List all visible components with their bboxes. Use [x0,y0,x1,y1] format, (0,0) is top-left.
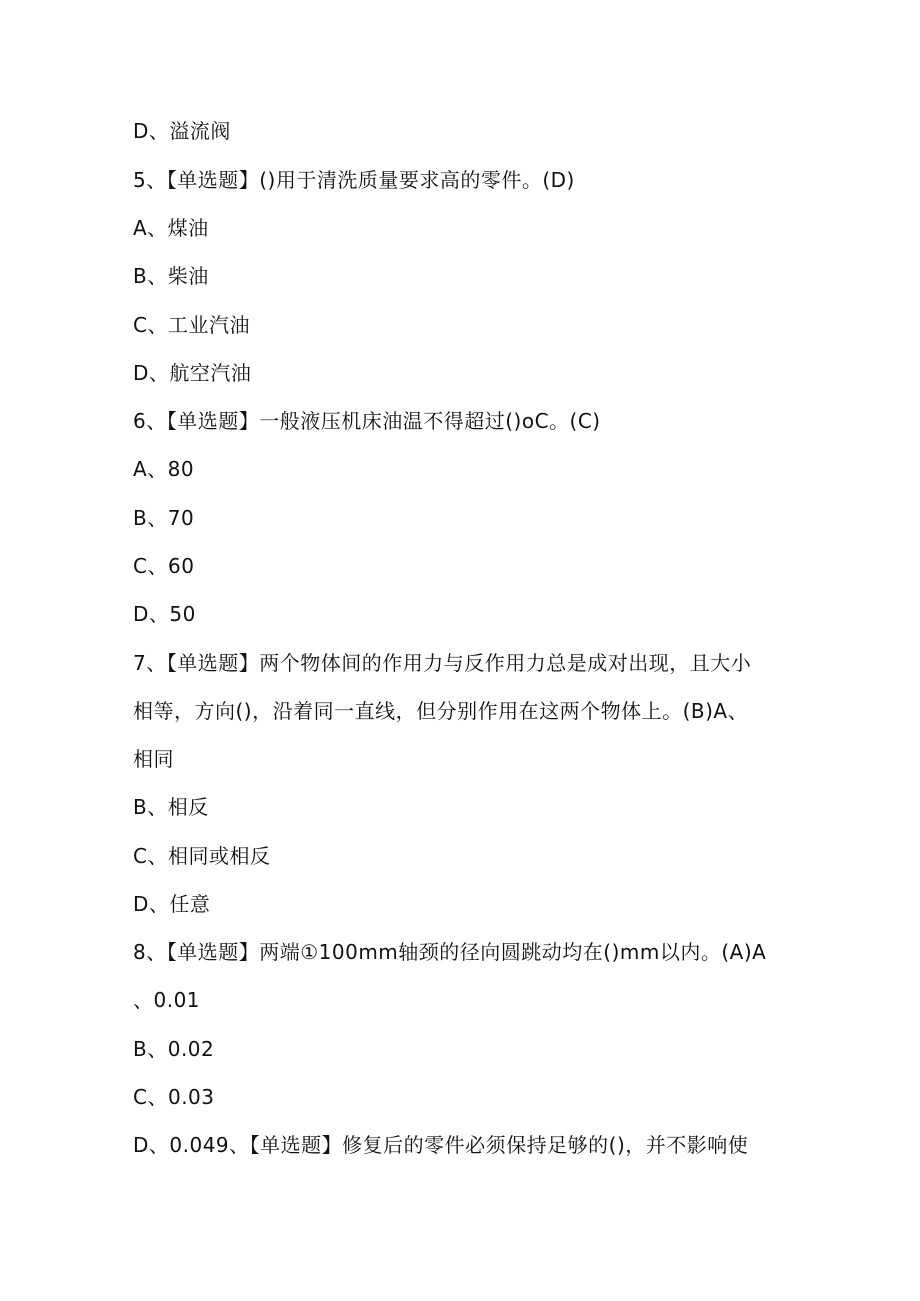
option-c-q7: C、相同或相反 [133,844,271,868]
option-b-q7: B、相反 [133,795,209,819]
option-a-q7: 相同 [133,747,174,771]
question-6: 6、【单选题】一般液压机床油温不得超过()oC。(C) [133,409,601,433]
option-a-q6: A、80 [133,457,195,481]
option-b-q5: B、柴油 [133,264,209,288]
option-c-q8: C、0.03 [133,1085,215,1109]
option-b-q6: B、70 [133,506,195,530]
option-d-q6: D、50 [133,602,196,626]
option-a-q5: A、煤油 [133,216,209,240]
option-a-q8: 、0.01 [133,988,201,1012]
question-7-line-1: 7、【单选题】两个物体间的作用力与反作用力总是成对出现，且大小 [133,651,752,675]
question-7-line-2: 相等，方向()，沿着同一直线，但分别作用在这两个物体上。(B)A、 [133,699,749,723]
option-d-q4: D、溢流阀 [133,119,231,143]
option-c-q6: C、60 [133,554,195,578]
option-d-q8-and-question-9: D、0.049、【单选题】修复后的零件必须保持足够的()，并不影响使 [133,1133,749,1157]
option-c-q5: C、工业汽油 [133,313,250,337]
question-8: 8、【单选题】两端①100mm轴颈的径向圆跳动均在()mm以内。(A)A [133,940,767,964]
question-5: 5、【单选题】()用于清洗质量要求高的零件。(D) [133,168,575,192]
option-b-q8: B、0.02 [133,1037,215,1061]
option-d-q7: D、任意 [133,892,211,916]
option-d-q5: D、航空汽油 [133,361,252,385]
